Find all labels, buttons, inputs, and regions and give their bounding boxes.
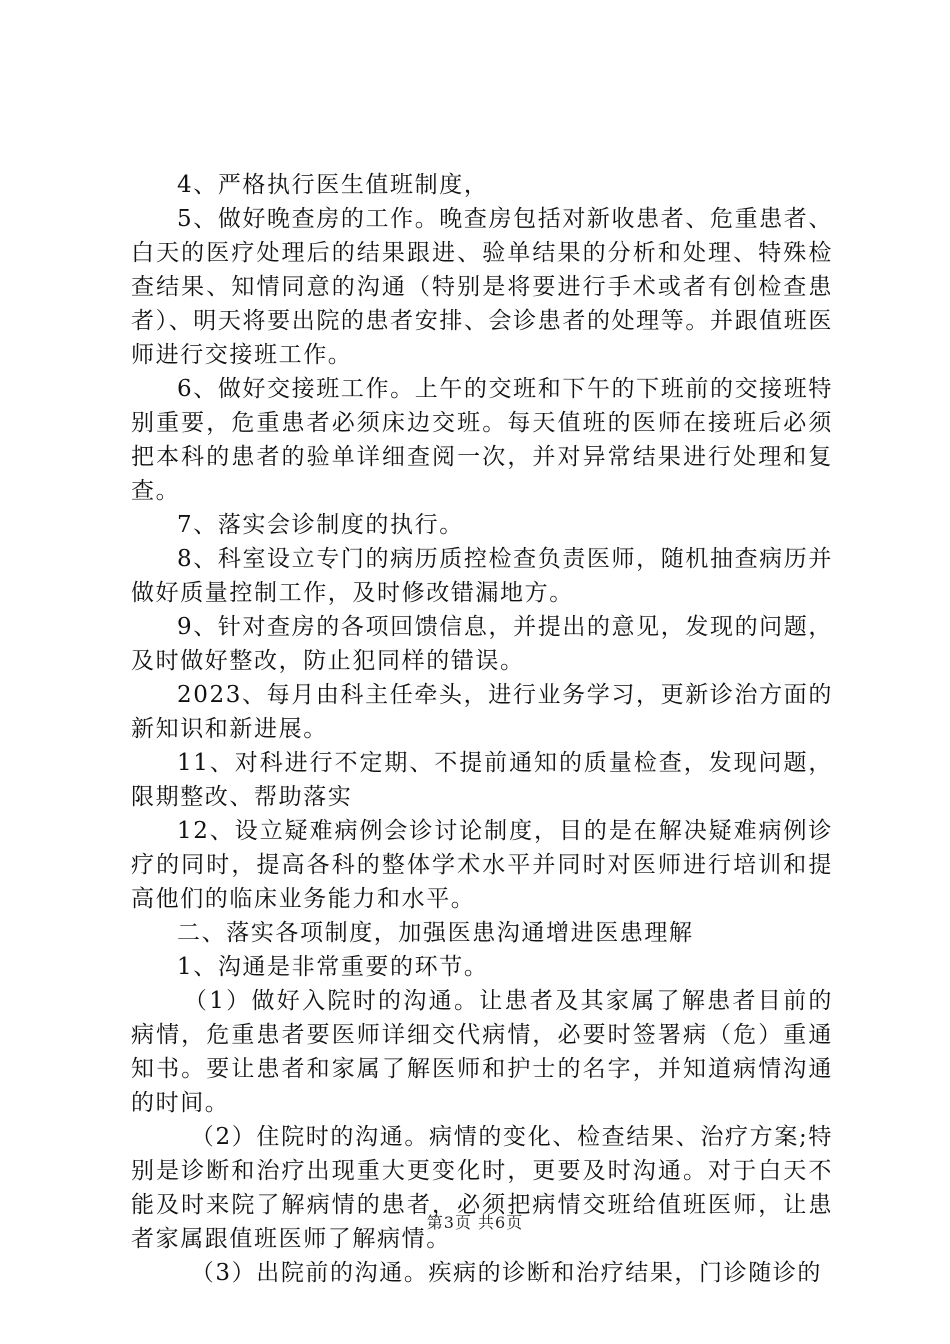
paragraph-item-4: 4、严格执行医生值班制度， (177, 172, 489, 198)
paragraph-item-12: 12、设立疑难病例会诊讨论制度，目的是在解决疑难病例诊疗的同时，提高各科的整体学术水平并同时对医师进行培训和提高他们的临床业务能力和水平。 (131, 818, 833, 912)
paragraph-sub-3: （3）出院前的沟通。疾病的诊断和治疗结果，门诊随诊的 (190, 1260, 823, 1286)
paragraph-item-8: 8、科室设立专门的病历质控检查负责医师，随机抽查病历并做好质量控制工作，及时修改错漏地方。 (131, 546, 833, 606)
section-heading: 二、落实各项制度，加强医患沟通增进医患理解 (177, 920, 694, 946)
paragraph-item-11: 11、对科进行不定期、不提前通知的质量检查，发现问题，限期整改、帮助落实 (131, 750, 833, 810)
paragraph-item-5: 5、做好晚查房的工作。晚查房包括对新收患者、危重患者、白天的医疗处理后的结果跟进、验单结果的分析和处理、特殊检查结果、知情同意的沟通（特别是将要进行手术或者有创检查患者）、明天将要出院的患者安排、会诊患者的处理等。并跟值班医师进行交接班工作。 (131, 206, 833, 368)
paragraph-item-9: 9、针对查房的各项回馈信息，并提出的意见，发现的问题，及时做好整改，防止犯同样的错误。 (131, 614, 833, 674)
document-body (131, 168, 833, 1290)
paragraph-item-7: 7、落实会诊制度的执行。 (177, 512, 464, 538)
paragraph-sub-1: （1）做好入院时的沟通。让患者及其家属了解患者目前的病情，危重患者要医师详细交代病情，必要时签署病（危）重通知书。要让患者和家属了解医师和护士的名字，并知道病情沟通的时间。 (131, 988, 833, 1116)
subsection-heading: 1、沟通是非常重要的环节。 (177, 954, 489, 980)
page-number-footer: 第3页 共6页 (426, 1213, 524, 1232)
paragraph-item-6: 6、做好交接班工作。上午的交班和下午的下班前的交接班特别重要，危重患者必须床边交班。每天值班的医师在接班后必须把本科的患者的验单详细查阅一次，并对异常结果进行处理和复查。 (131, 376, 833, 504)
paragraph-item-10: 2023、每月由科主任牵头，进行业务学习，更新诊治方面的新知识和新进展。 (131, 682, 833, 742)
paragraph-sub-2: （2）住院时的沟通。病情的变化、检查结果、治疗方案;特别是诊断和治疗出现重大更变化时，更要及时沟通。对于白天不能及时来院了解病情的患者，必须把病情交班给值班医师，让患者家属跟值班医师了解病情。 (131, 1124, 833, 1252)
